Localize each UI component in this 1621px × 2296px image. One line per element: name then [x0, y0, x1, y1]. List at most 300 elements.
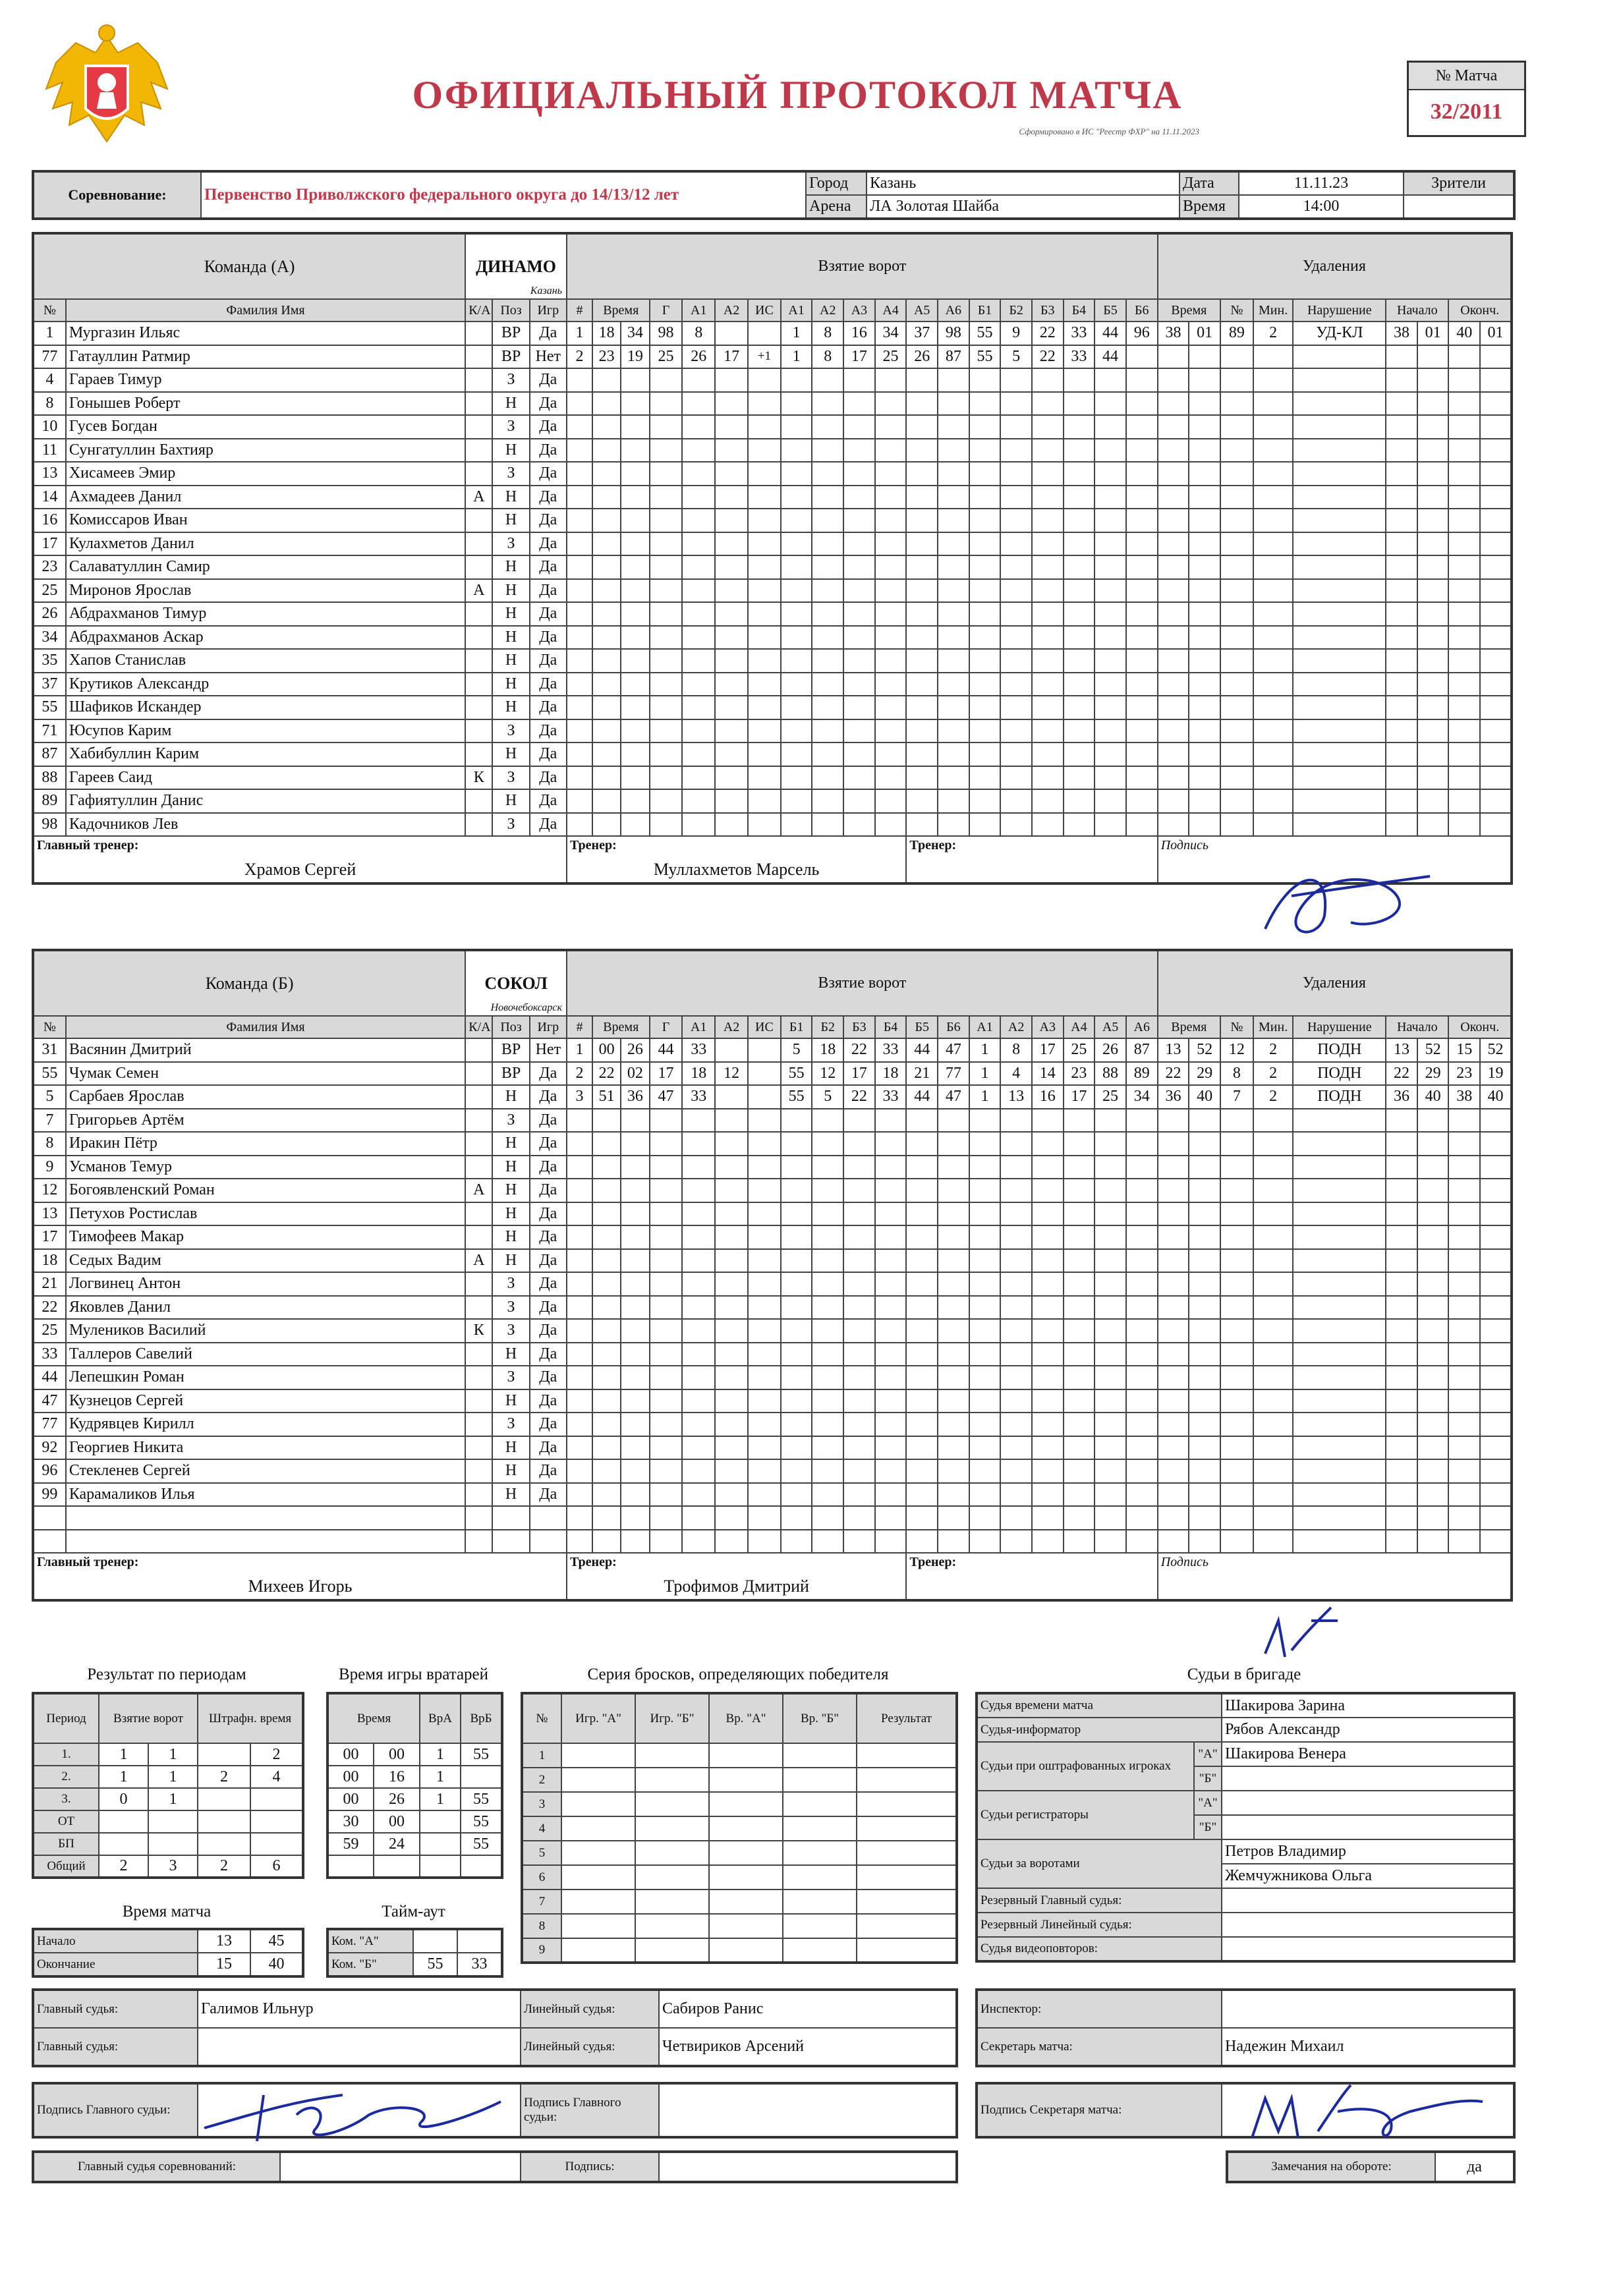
team_b-goal-empty	[1064, 1179, 1095, 1202]
team_a-goal-empty	[1126, 555, 1158, 579]
team_b-player-name: Лепешкин Роман	[66, 1366, 465, 1389]
team_a-goal-empty	[781, 673, 812, 696]
team_b-player-name	[66, 1506, 465, 1530]
team_b-goal-empty	[1126, 1132, 1158, 1156]
team_a-pen-empty	[1386, 789, 1417, 813]
team_b-player-ka: А	[465, 1179, 492, 1202]
team_b-goal-empty	[1032, 1249, 1064, 1273]
team_a-goal-empty	[748, 486, 781, 509]
shootout-h-1: Игр. "А"	[561, 1693, 635, 1743]
team_b-goal-empty	[969, 1319, 1001, 1343]
team_b-goal-empty	[567, 1296, 592, 1320]
team_b-goal-oi2: 1	[969, 1085, 1001, 1109]
ref1-label: Главный судья:	[33, 1990, 198, 2028]
team_a-pen-empty	[1480, 673, 1512, 696]
period-ga: 2	[99, 1855, 148, 1878]
team_a-goal-empty	[1095, 555, 1126, 579]
team_b-player-ka	[465, 1156, 492, 1179]
goalie-a	[420, 1833, 461, 1855]
period-gb: 3	[148, 1855, 198, 1878]
shootout-cell	[709, 1816, 783, 1841]
team_a-goal-empty	[621, 813, 649, 837]
team_b-player-no: 33	[33, 1343, 66, 1366]
table-row	[33, 1810, 303, 1833]
table-row	[33, 1366, 1512, 1389]
table-row	[33, 579, 1512, 603]
remarks-table	[1226, 2150, 1516, 2183]
team_a-goal-empty	[1032, 719, 1064, 743]
team_a-h-pno: №	[1220, 299, 1253, 322]
team_b-pen-empty	[1293, 1366, 1386, 1389]
team_a-pen-empty	[1417, 555, 1449, 579]
team_a-pen-empty	[1417, 673, 1449, 696]
goalie-h-a: ВрА	[420, 1693, 461, 1743]
team_b-goal-oi1: 44	[906, 1038, 938, 1062]
team_b-player-play: Да	[530, 1389, 567, 1413]
team_b-pen-empty	[1386, 1436, 1417, 1460]
period-ga: 0	[99, 1788, 148, 1810]
team_a-goal-empty	[1126, 602, 1158, 626]
team_b-goal-empty	[1095, 1109, 1126, 1133]
team_b-goal-empty	[621, 1436, 649, 1460]
team_a-player-ka	[465, 368, 492, 392]
team_b-h-a2: А2	[715, 1016, 748, 1038]
team_b-goal-empty	[650, 1436, 683, 1460]
team_b-goal-oi1: 55	[781, 1062, 812, 1086]
team_b-goal-mm: 00	[592, 1038, 621, 1062]
team_a-player-no: 89	[33, 789, 66, 813]
team_a-goal-empty	[1095, 789, 1126, 813]
team_b-goal-empty	[621, 1389, 649, 1413]
team_b-player-name: Богоявленский Роман	[66, 1179, 465, 1202]
team_a-goal-oi2: 22	[1032, 322, 1064, 345]
team_a-goal-empty	[938, 486, 969, 509]
team_b-goal-empty	[1095, 1459, 1126, 1483]
team_b-goal-empty	[969, 1413, 1001, 1436]
team_b-player-pos: Н	[492, 1085, 529, 1109]
team_a-goal-empty	[1000, 392, 1032, 416]
shootout-cell	[709, 1841, 783, 1865]
team_b-pen-empty	[1189, 1459, 1220, 1483]
team_b-goal-empty	[875, 1530, 907, 1554]
team_b-goal-empty	[938, 1366, 969, 1389]
team_a-pen-empty	[1448, 462, 1480, 486]
team_b-goal-empty	[1095, 1272, 1126, 1296]
goalie-a	[420, 1810, 461, 1833]
team_b-goal-empty	[567, 1483, 592, 1507]
arena: ЛА Золотая Шайба	[867, 195, 1180, 219]
team_a-goal-empty	[1064, 626, 1095, 650]
team_b-goal-empty	[748, 1459, 781, 1483]
period-pa	[198, 1810, 250, 1833]
team_b-pen-empty	[1253, 1459, 1294, 1483]
team_a-goal-empty	[1000, 555, 1032, 579]
team_a-player-name: Кадочников Лев	[66, 813, 465, 837]
team_a-goal-empty	[621, 368, 649, 392]
team_b-pen-ss: 52	[1189, 1038, 1220, 1062]
team_a-goal-oi1: 98	[938, 322, 969, 345]
team_a-player-no: 35	[33, 649, 66, 673]
team_a-pen-empty	[1417, 719, 1449, 743]
team_b-goal-empty	[682, 1483, 715, 1507]
match-time-title: Время матча	[122, 1903, 212, 1920]
team_b-sign-label: Подпись	[1160, 1555, 1209, 1569]
team_a-goal-empty	[781, 509, 812, 532]
table-row	[33, 368, 1512, 392]
team_b-goal-empty	[748, 1156, 781, 1179]
team_a-goal-empty	[567, 766, 592, 790]
team_a-pen-empty	[1220, 719, 1253, 743]
team_b-goal-empty	[812, 1132, 843, 1156]
line1-label: Линейный судья:	[521, 1990, 659, 2028]
team_b-pen-e_ss: 40	[1480, 1085, 1512, 1109]
team_b-goal-empty	[592, 1413, 621, 1436]
team_b-goal-empty	[1032, 1225, 1064, 1249]
team_b-goal-ss: 36	[621, 1085, 649, 1109]
spectators	[1404, 195, 1514, 219]
shootout-no: 9	[522, 1938, 561, 1963]
shootout-no: 7	[522, 1890, 561, 1914]
team_b-player-play: Да	[530, 1413, 567, 1436]
team_a-goal-empty	[715, 555, 748, 579]
team_b-pen-empty	[1189, 1343, 1220, 1366]
table-row	[33, 1249, 1512, 1273]
team_b-goal-empty	[748, 1413, 781, 1436]
team_a-goal-empty	[682, 555, 715, 579]
team_a-goal-empty	[650, 415, 683, 439]
team_a-table	[32, 232, 1513, 885]
team_b-pen-empty	[1253, 1156, 1294, 1179]
period-pa	[198, 1788, 250, 1810]
team_a-player-play: Да	[530, 322, 567, 345]
team_b-player-ka: К	[465, 1319, 492, 1343]
team_b-goal-empty	[812, 1459, 843, 1483]
team_a-goal-empty	[969, 532, 1001, 556]
team_a-pen-empty	[1253, 766, 1294, 790]
team_a-goal-empty	[592, 789, 621, 813]
penbox-a-tag: "А"	[1194, 1742, 1222, 1766]
team_b-goal-empty	[1064, 1530, 1095, 1554]
team_b-player-name: Васянин Дмитрий	[66, 1038, 465, 1062]
team_b-goal-empty	[715, 1179, 748, 1202]
team_b-goal-empty	[781, 1530, 812, 1554]
team_b-goal-empty	[1000, 1436, 1032, 1460]
team_a-goal-empty	[1095, 532, 1126, 556]
table-row	[327, 1788, 502, 1810]
team_b-goal-empty	[1095, 1202, 1126, 1226]
team_b-goal-empty	[1032, 1296, 1064, 1320]
team_a-pen-empty	[1417, 766, 1449, 790]
team_b-goal-empty	[875, 1366, 907, 1389]
team_a-goal-mm: 18	[592, 322, 621, 345]
team-b-section	[32, 949, 1513, 1602]
team_b-goal-oi1: 47	[938, 1085, 969, 1109]
team_a-goal-empty	[682, 766, 715, 790]
team_b-player-ka	[465, 1413, 492, 1436]
team_a-goal-oi1: 8	[812, 345, 843, 369]
team_a-pen-s_ss: 01	[1417, 322, 1449, 345]
team_a-goal-empty	[567, 742, 592, 766]
team_a-pen-empty	[1448, 392, 1480, 416]
team_b-pen-empty	[1293, 1179, 1386, 1202]
shootout-table	[521, 1692, 958, 1964]
team_a-pen-empty	[1480, 415, 1512, 439]
team_a-pen-no: 89	[1220, 322, 1253, 345]
team_b-pen-empty	[1448, 1249, 1480, 1273]
team_a-pen-empty	[1293, 579, 1386, 603]
team_b-goal-oi1: 17	[843, 1062, 875, 1086]
team_a-goal-oi1: 1	[781, 345, 812, 369]
team_b-pen-empty	[1189, 1109, 1220, 1133]
team_a-pen-empty	[1253, 415, 1294, 439]
team_a-goal-empty	[906, 696, 938, 719]
team_b-pen-empty	[1417, 1179, 1449, 1202]
team_a-goal-empty	[748, 602, 781, 626]
team_b-goal-oi2: 23	[1064, 1062, 1095, 1086]
team_b-pen-empty	[1158, 1202, 1189, 1226]
team_a-goal-empty	[969, 626, 1001, 650]
table-row	[33, 1343, 1512, 1366]
team_b-goal-empty	[715, 1436, 748, 1460]
team_b-goal-empty	[621, 1459, 649, 1483]
team_a-goal-empty	[781, 719, 812, 743]
team_b-goal-empty	[1095, 1366, 1126, 1389]
sig-ref2-label: Подпись Главного судьи:	[521, 2083, 659, 2137]
team_b-goal-empty	[1126, 1202, 1158, 1226]
table-row	[522, 1792, 957, 1816]
team_a-pen-empty	[1220, 766, 1253, 790]
team_a-pen-empty	[1448, 579, 1480, 603]
team_a-goal-empty	[938, 532, 969, 556]
goalie-ss: 00	[374, 1810, 420, 1833]
team_b-goal-empty	[843, 1319, 875, 1343]
team_a-goal-empty	[812, 673, 843, 696]
team_a-h-gtime: Время	[592, 299, 650, 322]
team_b-pen-empty	[1158, 1389, 1189, 1413]
team_b-goal-empty	[567, 1249, 592, 1273]
team_a-goal-empty	[1064, 719, 1095, 743]
team_b-pen-empty	[1253, 1506, 1294, 1530]
team_b-goal-empty	[843, 1156, 875, 1179]
team_a-pen-empty	[1480, 579, 1512, 603]
team_b-pen-empty	[1386, 1319, 1417, 1343]
team_a-pen-empty	[1293, 626, 1386, 650]
team_b-goal-empty	[1095, 1132, 1126, 1156]
video-ref	[1222, 1937, 1514, 1961]
team_a-goal-empty	[621, 555, 649, 579]
team_b-goal-empty	[781, 1319, 812, 1343]
team_a-goal-empty	[812, 813, 843, 837]
team_a-goal-empty	[969, 766, 1001, 790]
team_a-pen-empty	[1293, 766, 1386, 790]
team_a-pen-empty	[1293, 649, 1386, 673]
team_b-goal-g: 47	[650, 1085, 683, 1109]
team_b-goal-oi1: 77	[938, 1062, 969, 1086]
team_b-pen-empty	[1189, 1413, 1220, 1436]
team_a-goal-empty	[567, 462, 592, 486]
team_b-goal-n: 1	[567, 1038, 592, 1062]
team_a-goal-oi2: 44	[1095, 345, 1126, 369]
team_b-h-oi2-4: А5	[1095, 1016, 1126, 1038]
team_a-pen-empty	[1158, 719, 1189, 743]
team_b-pen-empty	[1158, 1296, 1189, 1320]
team_a-goal-empty	[906, 509, 938, 532]
team_a-pen-empty	[1158, 509, 1189, 532]
team_b-pen-min: 2	[1253, 1038, 1294, 1062]
team_a-goal-empty	[715, 626, 748, 650]
team_b-player-name: Логвинец Антон	[66, 1272, 465, 1296]
team_a-h-g: Г	[650, 299, 683, 322]
team_a-pen-empty	[1220, 345, 1253, 369]
team_b-goal-empty	[781, 1343, 812, 1366]
table-row	[327, 1855, 502, 1878]
team_a-player-play: Да	[530, 555, 567, 579]
team_b-goal-empty	[969, 1202, 1001, 1226]
goalie-ss: 24	[374, 1833, 420, 1855]
team_b-goal-empty	[592, 1343, 621, 1366]
team_a-player-play: Нет	[530, 345, 567, 369]
team_a-goal-empty	[1032, 673, 1064, 696]
goalie-ss: 00	[374, 1743, 420, 1766]
team_b-goal-empty	[682, 1249, 715, 1273]
table-row	[33, 626, 1512, 650]
team_a-pen-empty	[1480, 368, 1512, 392]
team_b-player-pos: Н	[492, 1225, 529, 1249]
team_a-goal-oi2: 33	[1064, 322, 1095, 345]
team_a-goal-empty	[843, 789, 875, 813]
team_b-goal-empty	[650, 1506, 683, 1530]
team_b-pen-empty	[1417, 1132, 1449, 1156]
team_a-pen-empty	[1158, 696, 1189, 719]
shootout-cell	[561, 1816, 635, 1841]
team_a-goal-empty	[969, 439, 1001, 462]
team_b-player-no: 25	[33, 1319, 66, 1343]
team_b-pen-empty	[1220, 1249, 1253, 1273]
team_b-goal-is	[748, 1038, 781, 1062]
team_a-player-name: Абдрахманов Аскар	[66, 626, 465, 650]
team_b-goal-empty	[906, 1389, 938, 1413]
team_a-goal-empty	[682, 509, 715, 532]
team_b-goal-empty	[875, 1132, 907, 1156]
team_a-pen-empty	[1158, 392, 1189, 416]
team_b-coach2-label: Тренер:	[909, 1555, 957, 1569]
team_b-goal-oi2: 88	[1095, 1062, 1126, 1086]
team_a-pen-empty	[1417, 789, 1449, 813]
period-pa: 2	[198, 1766, 250, 1788]
team_b-pen-empty	[1293, 1506, 1386, 1530]
team_a-pen-empty	[1189, 392, 1220, 416]
team_a-goal-empty	[1000, 509, 1032, 532]
inspector	[1222, 1990, 1514, 2028]
team_b-pen-ss: 40	[1189, 1085, 1220, 1109]
team_b-goal-empty	[1126, 1483, 1158, 1507]
team_a-h-pmin: Мин.	[1253, 299, 1294, 322]
team_b-pen-empty	[1220, 1506, 1253, 1530]
team_b-goal-empty	[1064, 1296, 1095, 1320]
team_b-goal-oi1: 18	[812, 1038, 843, 1062]
goalie-mm	[327, 1855, 374, 1878]
team_b-goal-empty	[938, 1109, 969, 1133]
remarks: да	[1435, 2152, 1514, 2182]
team_a-pen-min: 2	[1253, 322, 1294, 345]
team_a-goal-empty	[812, 439, 843, 462]
team_a-goal-empty	[748, 766, 781, 790]
team_a-pen-empty	[1253, 579, 1294, 603]
team_a-goal-empty	[715, 509, 748, 532]
team_b-goal-empty	[969, 1109, 1001, 1133]
team_b-goal-empty	[748, 1249, 781, 1273]
team_a-pen-empty	[1417, 345, 1449, 369]
team_a-goal-empty	[781, 415, 812, 439]
team_a-goal-empty	[621, 532, 649, 556]
team_b-goal-empty	[875, 1296, 907, 1320]
fhr-logo	[36, 16, 178, 158]
team_b-pen-empty	[1189, 1389, 1220, 1413]
team_a-goal-empty	[650, 509, 683, 532]
team_b-pen-empty	[1293, 1319, 1386, 1343]
date: 11.11.23	[1239, 171, 1404, 195]
table-row	[327, 1743, 502, 1766]
team_b-goal-empty	[1032, 1459, 1064, 1483]
team_a-goal-empty	[1000, 696, 1032, 719]
team_b-player-pos: Н	[492, 1436, 529, 1460]
team_a-player-play: Да	[530, 486, 567, 509]
team_b-goal-empty	[781, 1389, 812, 1413]
team_a-goal-empty	[621, 766, 649, 790]
team_b-goal-empty	[812, 1109, 843, 1133]
team_b-pen-empty	[1253, 1436, 1294, 1460]
team_b-pen-empty	[1158, 1459, 1189, 1483]
table-row	[33, 1132, 1512, 1156]
team_b-goal-empty	[1064, 1343, 1095, 1366]
team_a-pen-empty	[1253, 719, 1294, 743]
referees-title: Судьи в бригаде	[1187, 1666, 1301, 1683]
team_b-goal-empty	[812, 1202, 843, 1226]
team_b-pen-empty	[1480, 1483, 1512, 1507]
team_b-goal-empty	[875, 1156, 907, 1179]
team_b-pen-empty	[1386, 1272, 1417, 1296]
team_b-goal-empty	[1064, 1202, 1095, 1226]
table-row	[33, 1296, 1512, 1320]
team_a-goal-empty	[1000, 579, 1032, 603]
team_b-goal-empty	[1032, 1202, 1064, 1226]
team_a-pen-empty	[1158, 439, 1189, 462]
team_a-goal-empty	[938, 509, 969, 532]
team_b-goal-empty	[812, 1530, 843, 1554]
team_a-pen-empty	[1253, 673, 1294, 696]
team_a-goal-empty	[1126, 415, 1158, 439]
shootout-cell	[783, 1890, 857, 1914]
team_a-pen-empty	[1253, 649, 1294, 673]
informer: Рябов Александр	[1222, 1718, 1514, 1742]
team_b-goal-empty	[715, 1389, 748, 1413]
officials-table	[32, 1988, 958, 2067]
team_a-pen-empty	[1480, 555, 1512, 579]
team_a-player-pos: З	[492, 532, 529, 556]
team_b-goal-empty	[812, 1319, 843, 1343]
team_a-goal-empty	[621, 392, 649, 416]
team_a-player-ka	[465, 509, 492, 532]
team_b-player-no: 22	[33, 1296, 66, 1320]
reserve-line	[1222, 1913, 1514, 1937]
shootout-cell	[561, 1743, 635, 1768]
team_b-h-play: Игр	[530, 1016, 567, 1038]
team_b-pen-empty	[1480, 1179, 1512, 1202]
team_b-pen-empty	[1417, 1225, 1449, 1249]
line2: Четвириков Арсений	[659, 2028, 957, 2066]
team_a-coach2-cell	[906, 836, 1157, 883]
team_a-pen-empty	[1189, 486, 1220, 509]
